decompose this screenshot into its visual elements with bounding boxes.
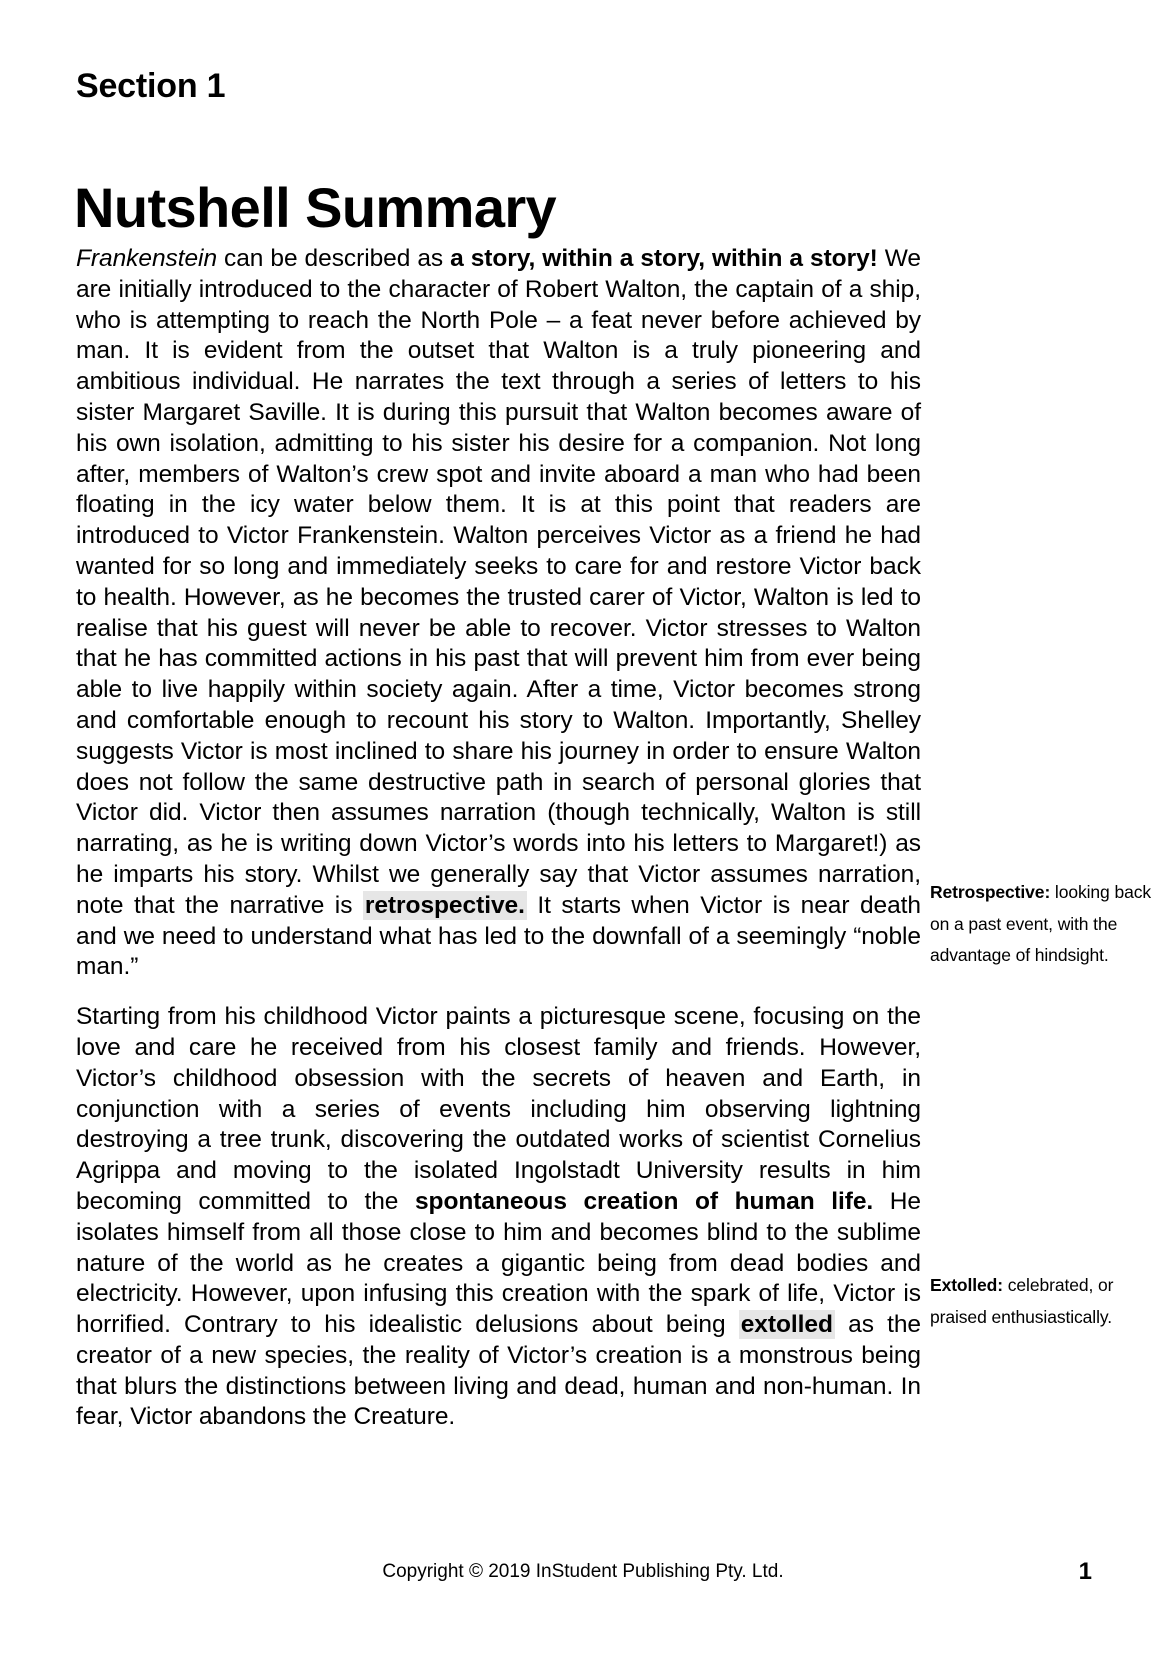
margin-note-definition: celebrated, or praised enthusiastically. — [930, 1275, 1114, 1327]
paragraph-1-run-2: can be described as — [217, 245, 451, 272]
margin-note-term: Retrospective: — [930, 882, 1051, 902]
page-footer — [0, 1560, 1166, 1590]
page-title: Nutshell Summary — [74, 175, 557, 239]
paragraph-nutshell-1 — [76, 244, 921, 983]
novel-title-italic: Frankenstein — [76, 245, 218, 272]
paragraph-1-run-4: We are initially introduced to the character of Robert Walton, the captain of a ship, who is attempting to reach the North Pole – a feat never before achieved by man. It is evident from the outset that Walton is a truly pioneering and ambitious individual. He narrates the text through a series of letters to his sister Margaret Saville. It is during this pursuit that Walton becomes aware of his own isolation, admitting to his sister his desire for a companion. Not long after, members of Walton’s crew spot and invite aboard a man who had been floating in the icy water below them. It is at this point that readers are introduced to Victor Frankenstein. Walton perceives Victor as a friend he had wanted for so long and immediately seeks to care for and restore Victor back to health. However, as he becomes the trusted carer of Victor, Walton is led to realise that his guest will never be able to recover. Victor stresses to Walton that he has committed actions in his past that will prevent him from ever being able to live happily within society again. After a time, Victor becomes strong and comfortable enough to recount his story to Walton. Importantly, Shelley suggests Victor is most inclined to share his journey in order to ensure Walton does not follow the same destructive path in search of personal glories that Victor did. Victor then assumes narration (though technically, Walton is still narrating, as he is writing down Victor’s words into his letters to Margaret!) as he imparts his story. Whilst we generally say that Victor assumes narration, note that the narrative is — [76, 245, 921, 919]
paragraph-2-run-3: He isolates himself from all those close to him and becomes blind to the sublime nature of the world as he creates a gigantic being from dead bodies and electricity. However, upon infusing this creation with the spark of life, Victor is horrified. Contrary to his idealistic delusions about being — [76, 1187, 921, 1339]
section-label: Section 1 — [76, 67, 226, 105]
margin-note-retrospective — [930, 877, 1160, 972]
keyword-extolled-highlight: extolled — [740, 1311, 833, 1339]
paragraph-nutshell-2 — [76, 1002, 921, 1433]
paragraph-2-run-5: as the creator of a new species, the reality of Victor’s creation is a monstrous being that blurs the distinctions between living and dead, human and non-human. In fear, Victor abandons the Creature. — [76, 1311, 922, 1431]
copyright-notice: Copyright © 2019 InStudent Publishing Pty. Ltd. — [382, 1561, 784, 1582]
margin-note-definition: looking back on a past event, with the advantage of hindsight. — [930, 882, 1152, 966]
paragraph-2-run-1: Starting from his childhood Victor paints a picturesque scene, focusing on the love and care he received from his closest family and friends. However, Victor’s childhood obsession with the secrets of heaven and Earth, in conjunction with a series of events including him observing lightning destroying a tree trunk, discovering the outdated works of scientist Cornelius Agrippa and moving to the isolated Ingolstadt University results in him becoming committed to the — [76, 1003, 921, 1215]
keyword-retrospective-highlight: retrospective. — [364, 891, 525, 919]
spontaneous-creation-bold: spontaneous creation of human life. — [414, 1187, 874, 1215]
story-within-story-bold: a story, within a story, within a story! — [450, 245, 878, 272]
margin-note-term: Extolled: — [930, 1275, 1003, 1295]
margin-note-extolled — [930, 1270, 1160, 1333]
body-text-column — [76, 244, 921, 1433]
paragraph-1-run-6: It starts when Victor is near death and we need to understand what has led to the downfall of a seemingly “noble man.” — [76, 891, 922, 981]
page-number: 1 — [1078, 1558, 1092, 1585]
